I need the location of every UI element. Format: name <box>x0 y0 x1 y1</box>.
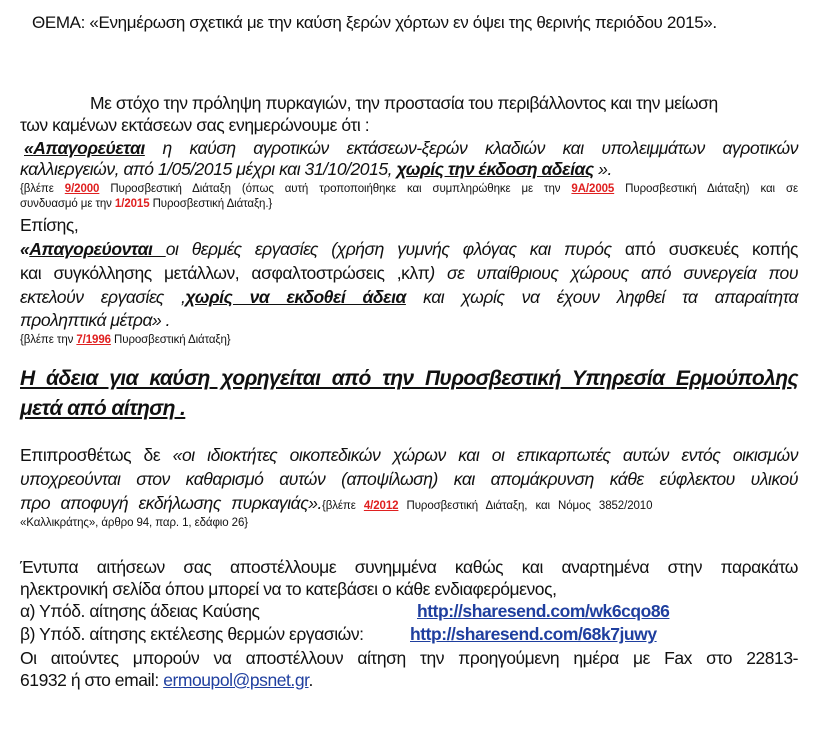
ban1-line-1 <box>24 138 798 158</box>
ban1-line-2: καλλιεργειών, από 1/05/2015 μέχρι και 31/10/2015, χωρίς την έκδοση αδείας ». <box>20 159 612 179</box>
forms-line-2: ηλεκτρονική σελίδα όπου μπορεί να το κατεβάσει ο κάθε ενδιαφερόμενος, <box>20 579 557 599</box>
contact-line-2: 61932 ή στο email: ermoupol@psnet.gr. <box>20 670 313 690</box>
owners-line-3: προ αποφυγή εκδήλωσης πυρκαγιάς».{βλέπε 4/2012 Πυροσβεστική Διάταξη, και Νόμος 3852/2010 <box>20 493 653 513</box>
ban2-keyword: Απαγορεύονται <box>29 239 166 259</box>
form-item-hot-works-label: β) Υπόδ. αίτησης εκτέλεσης θερμών εργασιών: <box>20 624 364 644</box>
form-item-burning-permit-label: α) Υπόδ. αίτησης άδειας Καύσης <box>20 601 260 621</box>
contact-line-1: Οι αιτούντες μπορούν να αποστέλλουν αίτηση την προηγούμενη ημέρα με Fax στο 22813- <box>20 648 798 668</box>
owners-reference-line-2: «Καλλικράτης», άρθρο 94, παρ. 1, εδάφιο 26} <box>20 517 248 529</box>
permit-notice-line-2: μετά από αίτηση . <box>20 397 186 420</box>
ban2-emphasis: χωρίς να εκδοθεί άδεια <box>185 287 406 307</box>
reference-code-9-2000: 9/2000 <box>64 183 100 195</box>
intro-line-2: των καμένων εκτάσεων σας ενημερώνουμε ότι : <box>20 115 370 135</box>
ban2-line-2: και συγκόλλησης μετάλλων, ασφαλτοστρώσεις ,κλπ) σε υπαίθριους χώρους από συνεργεία που <box>20 263 799 283</box>
email-link[interactable]: ermoupol@psnet.gr <box>163 670 309 690</box>
subject-line <box>32 13 717 33</box>
also-label: Επίσης, <box>20 215 79 235</box>
subject-text: «Ενημέρωση σχετικά με την καύση ξερών χόρτων εν όψει της θερινής περιόδου 2015». <box>85 13 717 32</box>
form-link-burning-permit[interactable]: http://sharesend.com/wk6cqo86 <box>417 601 670 621</box>
owners-line-1: Επιπροσθέτως δε «οι ιδιοκτήτες οικοπεδικών χώρων και οι επικαρπωτές αυτών εντός οικισμών <box>20 445 798 465</box>
ban1-emphasis: χωρίς την έκδοση αδείας <box>396 159 594 179</box>
reference-code-4-2012: 4/2012 <box>363 500 399 512</box>
forms-line-1: Έντυπα αιτήσεων σας αποστέλλουμε συνημμένα καθώς και αναρτημένα στην παρακάτω <box>20 557 798 577</box>
reference-code-9a-2005: 9A/2005 <box>571 183 615 195</box>
owners-line-2: υποχρεούνται στον καθαρισμό αυτών (αποψίλωση) και απομάκρυνση κάθε εύφλεκτου υλικού <box>20 469 798 489</box>
ban1-text: η καύση αγροτικών εκτάσεων-ξερών κλαδιών και υπολειμμάτων αγροτικών <box>144 138 798 158</box>
form-link-hot-works[interactable]: http://sharesend.com/68k7juwy <box>410 624 657 644</box>
ban1-reference-line-1: {βλέπε 9/2000 Πυροσβεστική Διάταξη (όπως αυτή τροποποιήθηκε και συμπληρώθηκε με την 9A/2005 Πυροσβεστική Διάταξη) και σε <box>20 183 799 195</box>
ban2-line-3: εκτελούν εργασίες ,χωρίς να εκδοθεί άδεια και χωρίς να έχουν ληφθεί τα απαραίτητα <box>20 287 798 307</box>
ban1-reference-line-2: συνδυασμό με την 1/2015 Πυροσβεστική Διάταξη.} <box>20 198 273 210</box>
reference-code-7-1996: 7/1996 <box>76 334 111 346</box>
ban2-line-4: προληπτικά μέτρα» . <box>20 310 171 330</box>
ban2-line-1: «Απαγορεύονται οι θερμές εργασίες (χρήση γυμνής φλόγας και πυρός από συσκευές κοπής <box>20 239 798 259</box>
reference-code-1-2015: 1/2015 <box>114 198 150 210</box>
subject-label: ΘΕΜΑ: <box>32 13 86 32</box>
intro-line-1: Με στόχο την πρόληψη πυρκαγιών, την προστασία του περιβάλλοντος και την μείωση <box>90 93 718 113</box>
permit-notice-line-1: Η άδεια για καύση χορηγείται από την Πυροσβεστική Υπηρεσία Ερμούπολης <box>20 367 798 390</box>
ban2-reference: {βλέπε την 7/1996 Πυροσβεστική Διάταξη} <box>20 334 231 346</box>
ban1-keyword: «Απαγορεύεται <box>24 138 145 158</box>
